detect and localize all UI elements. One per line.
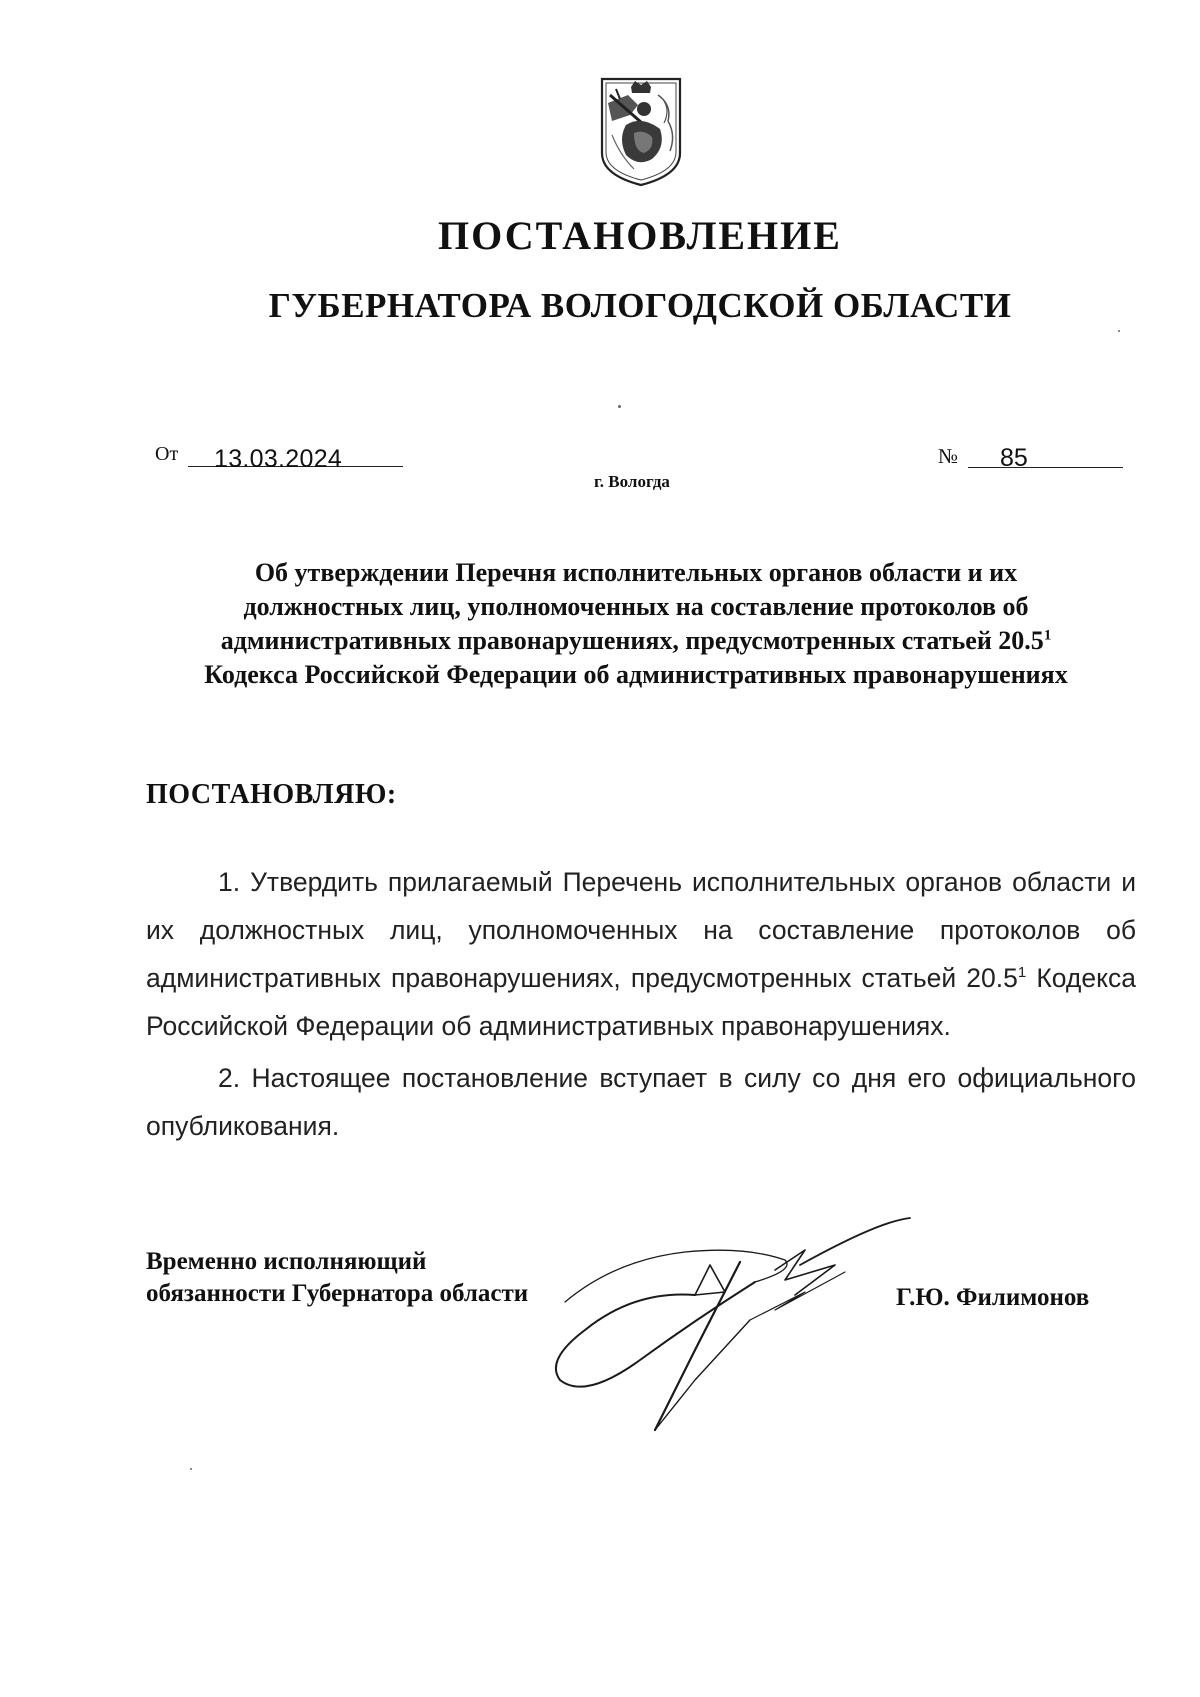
document-title: ПОСТАНОВЛЕНИЕ — [438, 213, 842, 258]
number-prefix: № — [938, 444, 959, 468]
paragraph-text: Кодекса Российской Федерации об административных правонарушениях. — [146, 963, 1136, 1041]
document-number: 85 — [1000, 444, 1028, 472]
body-paragraph-1 — [146, 858, 1136, 1050]
document-authority: ГУБЕРНАТОРА ВОЛОГОДСКОЙ ОБЛАСТИ — [268, 286, 1012, 325]
subject-line: Об утверждении Перечня исполнительных органов области и их — [254, 558, 1018, 587]
body-paragraph-2: 2. Настоящее постановление вступает в силу со дня его официального опубликования. — [146, 1063, 1136, 1141]
scan-speck — [190, 1468, 192, 1470]
signer-name: Г.Ю. Филимонов — [896, 1284, 1090, 1311]
subject-line-text: административных правонарушениях, предусмотренных статьей 20.5 — [220, 626, 1044, 655]
document-date: 13.03.2024 — [214, 445, 343, 473]
signer-position-line: Временно исполняющий — [146, 1248, 427, 1275]
date-prefix: От — [155, 443, 179, 465]
subject-line — [146, 624, 1126, 658]
number-underline — [968, 467, 1123, 468]
paragraph-text: 1. Утвердить прилагаемый Перечень исполнительных органов области и их должностных лиц, уполномоченных на составление протоколов об административных правонарушениях, предусмотренных статьей 20.5 — [146, 867, 1136, 993]
document-city: г. Вологда — [594, 472, 670, 491]
decree-word: ПОСТАНОВЛЯЮ: — [146, 779, 397, 810]
scan-speck — [618, 405, 621, 408]
subject-line: Кодекса Российской Федерации об административных правонарушениях — [204, 660, 1068, 689]
subject-line: должностных лиц, уполномоченных на составление протоколов об — [243, 592, 1029, 621]
signer-position — [146, 1246, 528, 1310]
article-superscript: 1 — [1017, 964, 1027, 982]
coat-of-arms-emblem — [598, 75, 684, 189]
scan-speck — [1118, 330, 1120, 332]
handwritten-signature — [545, 1210, 965, 1440]
article-superscript: 1 — [1043, 627, 1052, 644]
document-subject — [146, 556, 1126, 692]
signer-position-line: обязанности Губернатора области — [146, 1280, 529, 1307]
